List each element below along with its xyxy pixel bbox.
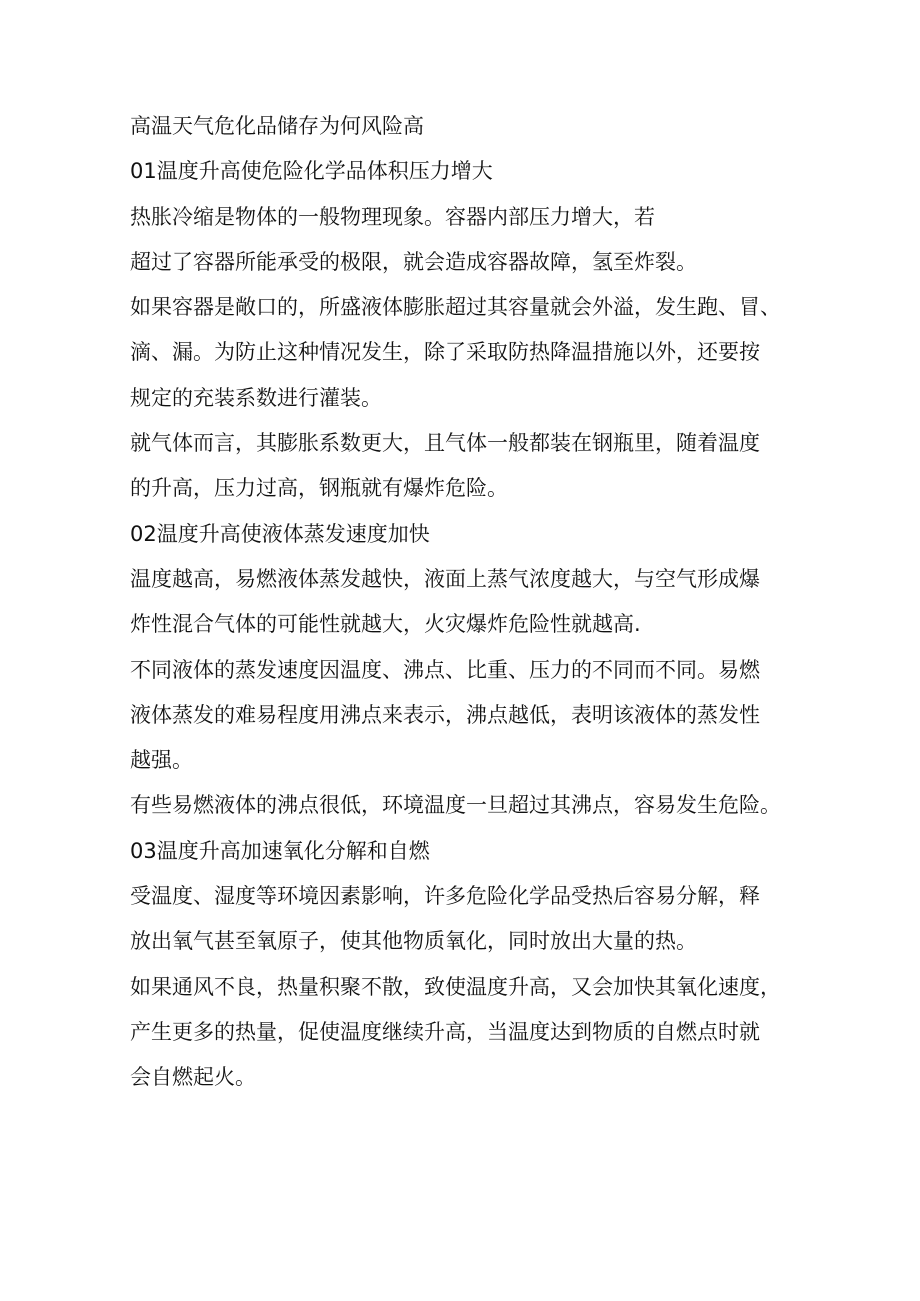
paragraph-line: 放出氧气甚至氧原子，使其他物质氧化，同时放出大量的热。 — [130, 929, 697, 954]
paragraph-line: 的升高，压力过高，钢瓶就有爆炸危险。 — [130, 476, 508, 501]
paragraph-line: 产生更多的热量，促使温度继续升高，当温度达到物质的自燃点时就 — [130, 1019, 760, 1044]
paragraph-line: 规定的充装系数进行灌装。 — [130, 385, 382, 410]
paragraph-line: 就气体而言，其膨胀系数更大，且气体一般都装在钢瓶里，随着温度 — [130, 431, 760, 456]
paragraph-line: 有些易燃液体的沸点很低，环境温度一旦超过其沸点，容易发生危险。 — [130, 793, 781, 818]
paragraph-line: 滴、漏。为防止这种情况发生，除了采取防热降温措施以外，还要按 — [130, 340, 760, 365]
paragraph-line: 不同液体的蒸发速度因温度、沸点、比重、压力的不同而不同。易燃 — [130, 657, 760, 682]
paragraph-line: 炸性混合气体的可能性就越大，火灾爆炸危险性就越高. — [130, 612, 641, 637]
section-heading-03: 03温度升高加速氧化分解和自燃 — [130, 838, 430, 863]
section-heading-01: 01温度升高使危险化学品体积压力增大 — [130, 159, 493, 184]
paragraph-line: 如果容器是敞口的，所盛液体膨胀超过其容量就会外溢，发生跑、冒、 — [130, 295, 781, 320]
paragraph-line: 如果通风不良，热量积聚不散，致使温度升高，又会加快其氧化速度， — [130, 974, 781, 999]
paragraph-line: 液体蒸发的难易程度用沸点来表示，沸点越低，表明该液体的蒸发性 — [130, 702, 760, 727]
paragraph-line: 热胀冷缩是物体的一般物理现象。容器内部压力增大，若 — [130, 204, 655, 229]
paragraph-line: 越强。 — [130, 748, 193, 773]
paragraph-line: 受温度、湿度等环境因素影响，许多危险化学品受热后容易分解，释 — [130, 884, 760, 909]
paragraph-line: 超过了容器所能承受的极限，就会造成容器故障，氢至炸裂。 — [130, 249, 697, 274]
document-title: 高温天气危化品储存为何风险高 — [130, 114, 424, 138]
paragraph-line: 温度越高，易燃液体蒸发越快，液面上蒸气浓度越大，与空气形成爆 — [130, 566, 760, 591]
paragraph-line: 会自燃起火。 — [130, 1065, 256, 1090]
section-heading-02: 02温度升高使液体蒸发速度加快 — [130, 521, 430, 546]
document-body — [130, 112, 810, 1109]
